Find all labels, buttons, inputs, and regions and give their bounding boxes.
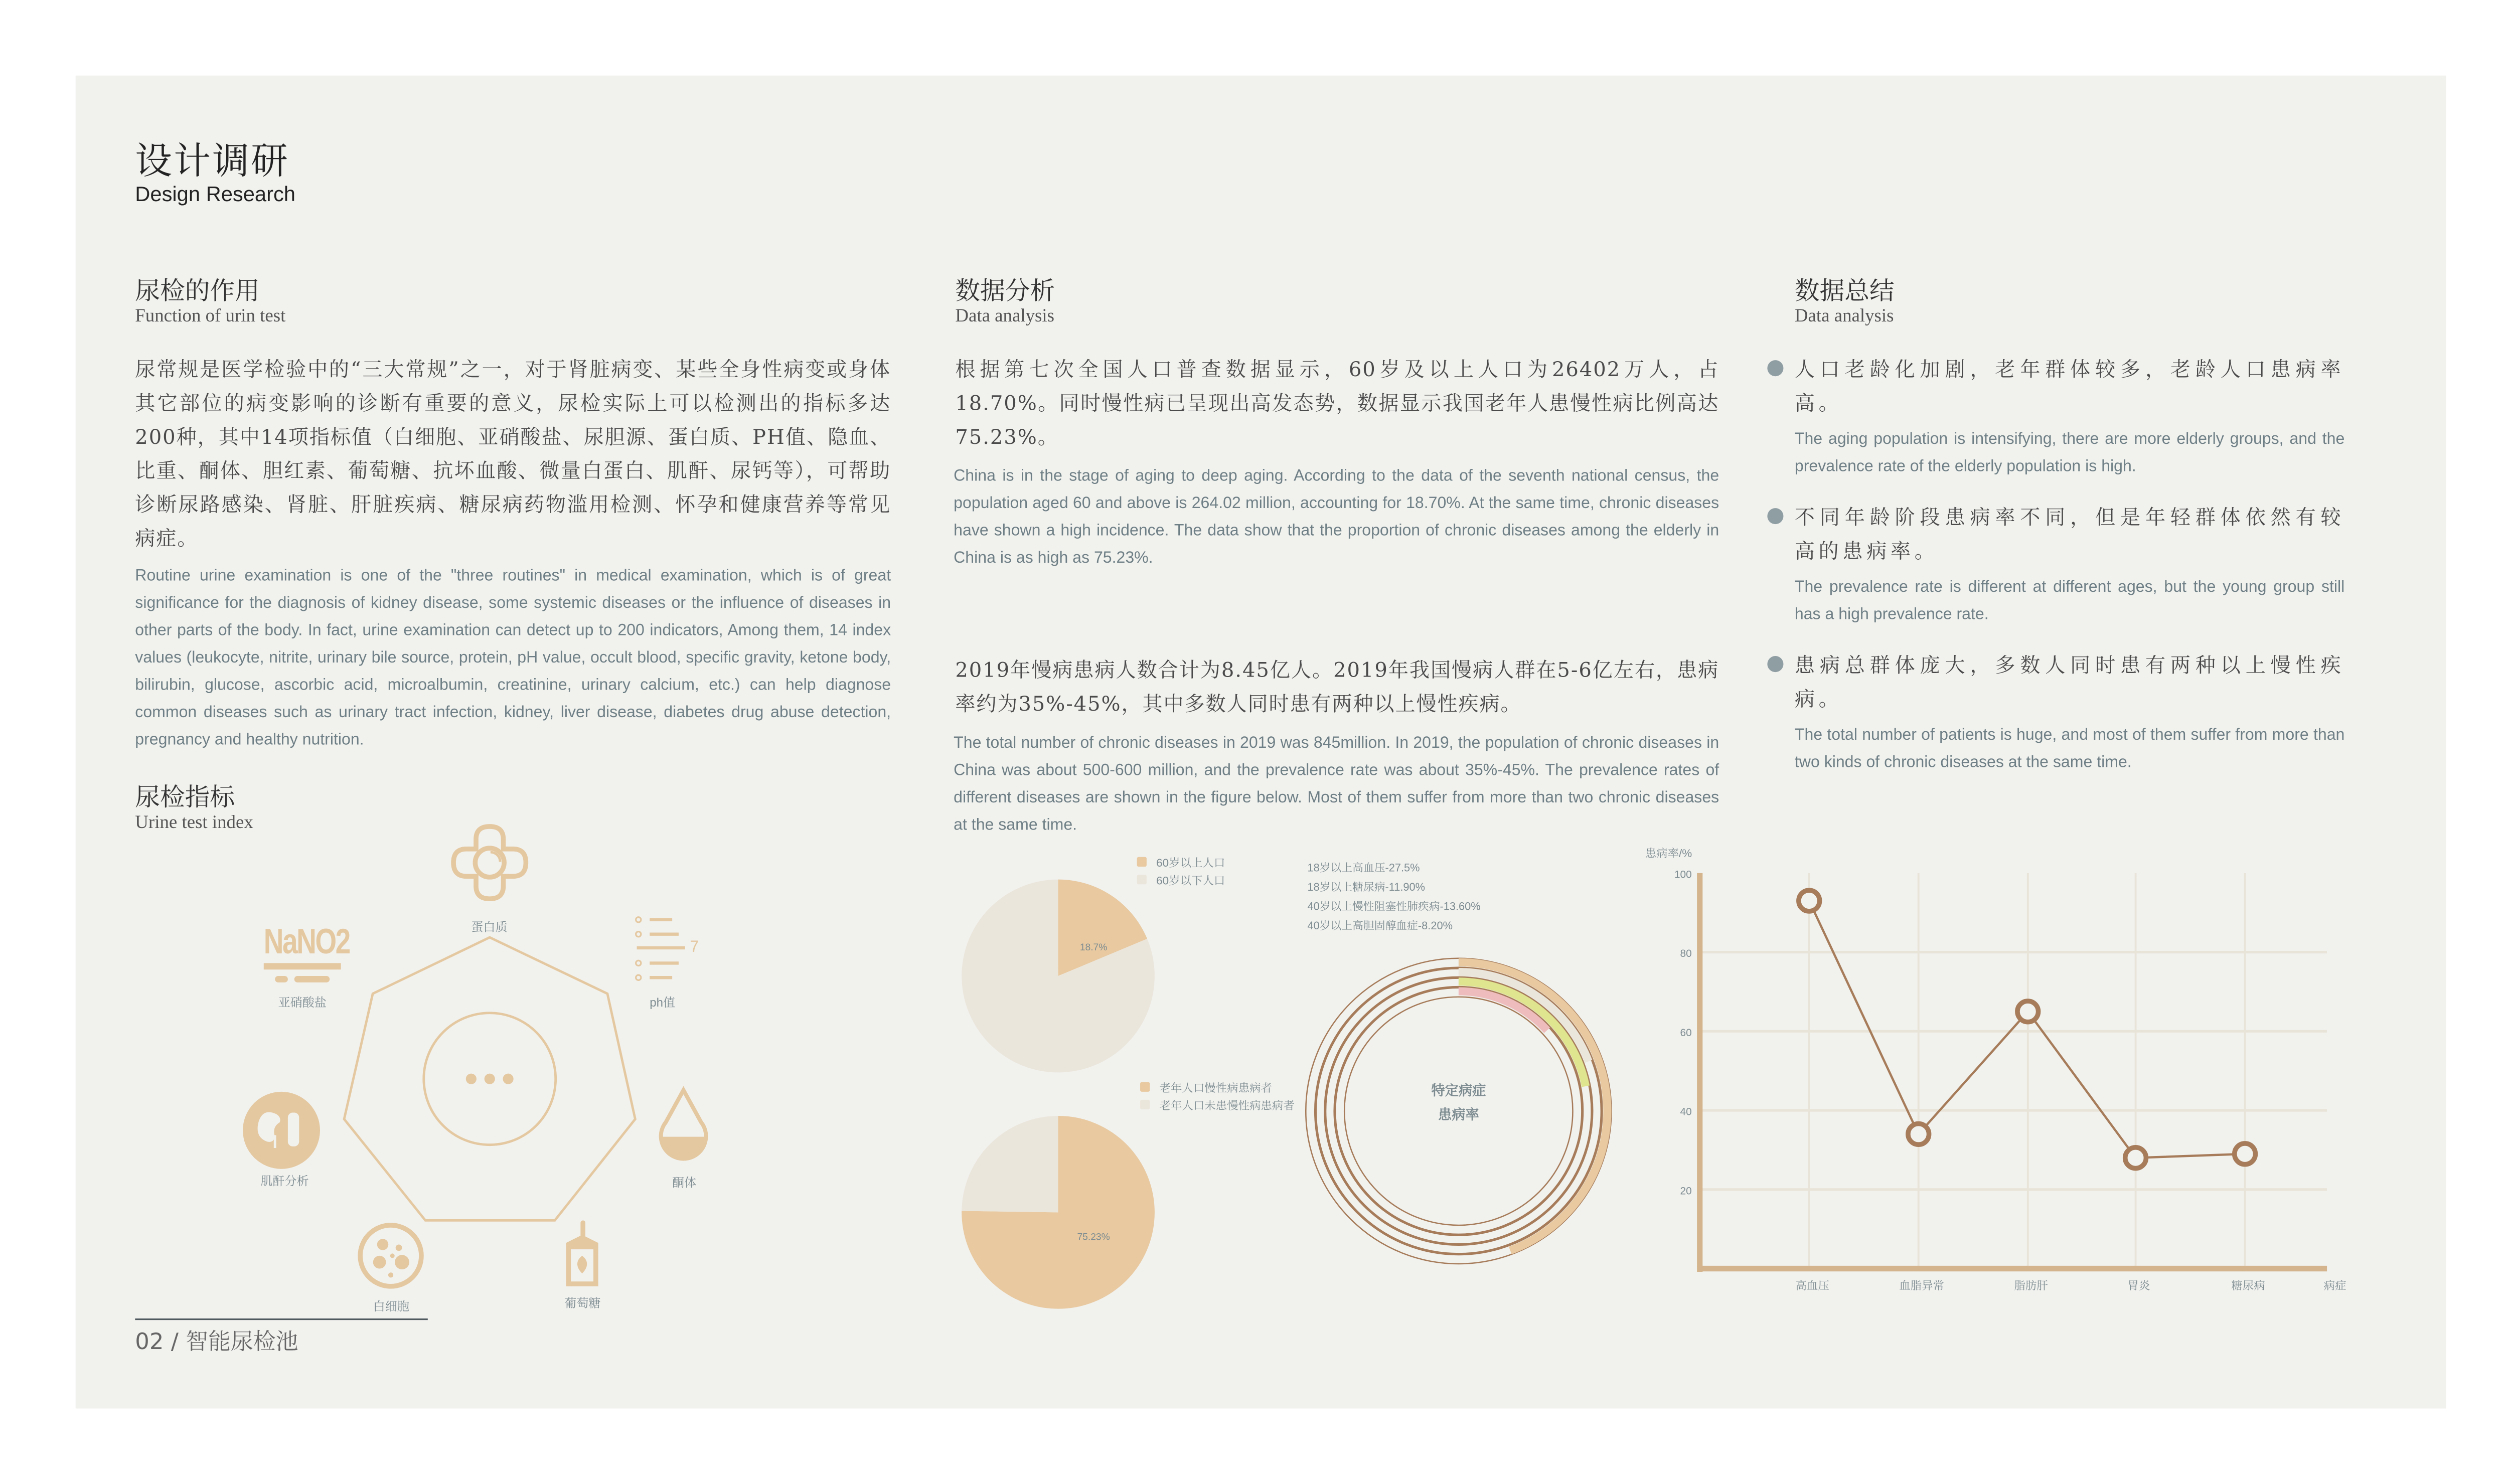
x-tick-label: 胃炎 [2127, 1279, 2150, 1292]
page-subtitle: Design Research [135, 182, 296, 206]
legend-label: 60岁以上人口 [1156, 857, 1225, 870]
y-tick-label: 80 [1680, 948, 1692, 960]
summary-en: The total number of patients is huge, and most of them suffer from more than two kinds of chronic diseases at the same time. [1794, 727, 2345, 772]
radial-legend-label: 18岁以上高血压-27.5% [1307, 861, 1420, 874]
x-axis-title: 病症 [2323, 1279, 2346, 1292]
footer-separator: / [171, 1330, 179, 1356]
urine-function-zh: 尿常规是医学检验中的“三大常规”之一，对于肾脏病变、某些全身性病变或身体其它部位的病变影响的诊断有重要的意义，尿检实际上可以检测出的指标多达200种，其中14项指标值（白细胞、亚硝酸盐、尿胆源、蛋白质、PH值、隐血、比重、酮体、胆红素、葡萄糖、抗坏血酸、微量白蛋白、肌酐、尿钙等），可帮助诊断尿路感染、肾脏、肝脏疾病、糖尿病药物滥用检测、怀孕和健康营养等常见病症。 [135, 357, 891, 550]
legend-swatch [1140, 1100, 1150, 1109]
page-title: 设计调研 [135, 141, 290, 184]
radial-bar [1459, 981, 1586, 1086]
pie-data-label: 75.23% [1077, 1232, 1110, 1243]
legend-swatch [1137, 857, 1147, 867]
urine-function-en: Routine urine examination is one of the "three routines" in medical examination, which is of great significance for the diagnosis of kidney disease, some systemic diseases or the influence of diseases in other parts of the body. In fact, urine examination can detect up to 200 indicators, Among them, 14 index values (leukocyte, nitrite, urinary bile source, protein, pH value, occult blood, specific gravity, ketone body, bilirubin, glucose, ascorbic acid, microalbumin, creatinine, urinary calcium, etc.) can help diagnose common diseases such as urinary tract infection, kidney, liver disease, diabetes drug abuse detection, pregnancy and healthy nutrition. [135, 567, 891, 749]
legend-label: 老年人口慢性病患病者 [1159, 1081, 1272, 1094]
data-point [1908, 1124, 1929, 1145]
legend-label: 60岁以下人口 [1156, 874, 1225, 887]
radial-legend-label: 40岁以上高胆固醇血症-8.20% [1307, 919, 1453, 932]
summary-zh: 患病总群体庞大，多数人同时患有两种以上慢性疾病。 [1794, 652, 2345, 711]
label-protein: 蛋白质 [471, 919, 508, 934]
radial-legend-label: 40岁以上慢性阻塞性肺疾病-13.60% [1307, 900, 1481, 913]
label-nitrite: 亚硝酸盐 [278, 995, 327, 1010]
y-axis-title: 患病率/% [1645, 847, 1692, 860]
summary-en: The aging population is intensifying, there are more elderly groups, and the prevalence rate of the elderly population is high. [1794, 431, 2345, 476]
legend-label: 老年人口未患慢性病患病者 [1159, 1099, 1295, 1112]
legend-swatch [1137, 875, 1147, 884]
radial-center-label: 特定病症 [1431, 1082, 1486, 1098]
label-ph: ph值 [650, 995, 676, 1010]
census-para-zh: 根据第七次全国人口普查数据显示，60岁及以上人口为26402万人，占18.70%。同时慢性病已呈现出高发态势，数据显示我国老年人患慢性病比例高达75.23%。 [955, 357, 1719, 449]
data-point [1799, 890, 1820, 911]
data-point [2125, 1147, 2146, 1169]
section-heading-data-analysis: 数据分析 [955, 276, 1055, 306]
section-subheading: Data analysis [1794, 307, 1894, 326]
x-tick-label: 脂肪肝 [2014, 1279, 2048, 1292]
y-tick-label: 40 [1680, 1106, 1692, 1118]
section-subheading: Data analysis [955, 307, 1054, 326]
label-creatinine: 肌酐分析 [260, 1174, 309, 1189]
data-point [2235, 1143, 2256, 1165]
x-tick-label: 糖尿病 [2231, 1279, 2265, 1292]
label-ketone: 酮体 [672, 1175, 697, 1190]
page-number: 02 [135, 1330, 164, 1356]
section-subheading: Function of urin test [135, 307, 286, 326]
pie-data-label: 18.7% [1079, 942, 1108, 953]
legend-swatch [1140, 1082, 1150, 1092]
summary-zh: 不同年龄阶段患病率不同，但是年轻群体依然有较高的患病率。 [1794, 505, 2345, 563]
x-tick-label: 血脂异常 [1899, 1279, 1945, 1292]
radial-legend-label: 18岁以上糖尿病-11.90% [1307, 881, 1426, 894]
radial-center-label: 患病率 [1438, 1106, 1479, 1122]
footer-title: 智能尿检池 [186, 1330, 298, 1356]
chronic-para-en: The total number of chronic diseases in 2019 was 845million. In 2019, the population of chronic diseases in China was about 500-600 million, and the prevalence rate was about 35%-45%. The prevalence rates of different diseases are shown in the figure below. Most of them suffer from more than two chronic diseases at the same time. [954, 735, 1719, 835]
nitrite-formula: NaNO2 [263, 921, 350, 962]
census-para-en: China is in the stage of aging to deep aging. According to the data of the seventh national census, the population aged 60 and above is 264.02 million, accounting for 18.70%. At the same time, chronic diseases have shown a high incidence. The data show that the proportion of chronic diseases among the elderly in China is as high as 75.23%. [954, 467, 1719, 568]
section-subheading: Urine test index [135, 813, 253, 833]
data-point [2017, 1001, 2039, 1022]
chronic-para-zh: 2019年慢病患病人数合计为8.45亿人。2019年我国慢病人群在5-6亿左右，患病率约为35%-45%，其中多数人同时患有两种以上慢性疾病。 [955, 657, 1719, 716]
x-tick-label: 高血压 [1795, 1279, 1829, 1292]
section-heading-data-summary: 数据总结 [1794, 276, 1895, 306]
summary-en: The prevalence rate is different at different ages, but the young group still has a high prevalence rate. [1794, 579, 2345, 624]
section-heading-urine-function: 尿检的作用 [135, 276, 260, 306]
pie-slice [962, 1116, 1058, 1212]
y-tick-label: 60 [1680, 1027, 1692, 1039]
y-tick-label: 100 [1674, 869, 1692, 881]
label-glucose: 葡萄糖 [564, 1296, 601, 1310]
ph-neutral-mark: 7 [690, 939, 699, 957]
y-tick-label: 20 [1680, 1185, 1692, 1197]
label-leukocyte: 白细胞 [373, 1299, 409, 1314]
section-heading-urine-index: 尿检指标 [135, 783, 235, 812]
summary-zh: 人口老龄化加剧，老年群体较多，老龄人口患病率高。 [1794, 357, 2345, 415]
